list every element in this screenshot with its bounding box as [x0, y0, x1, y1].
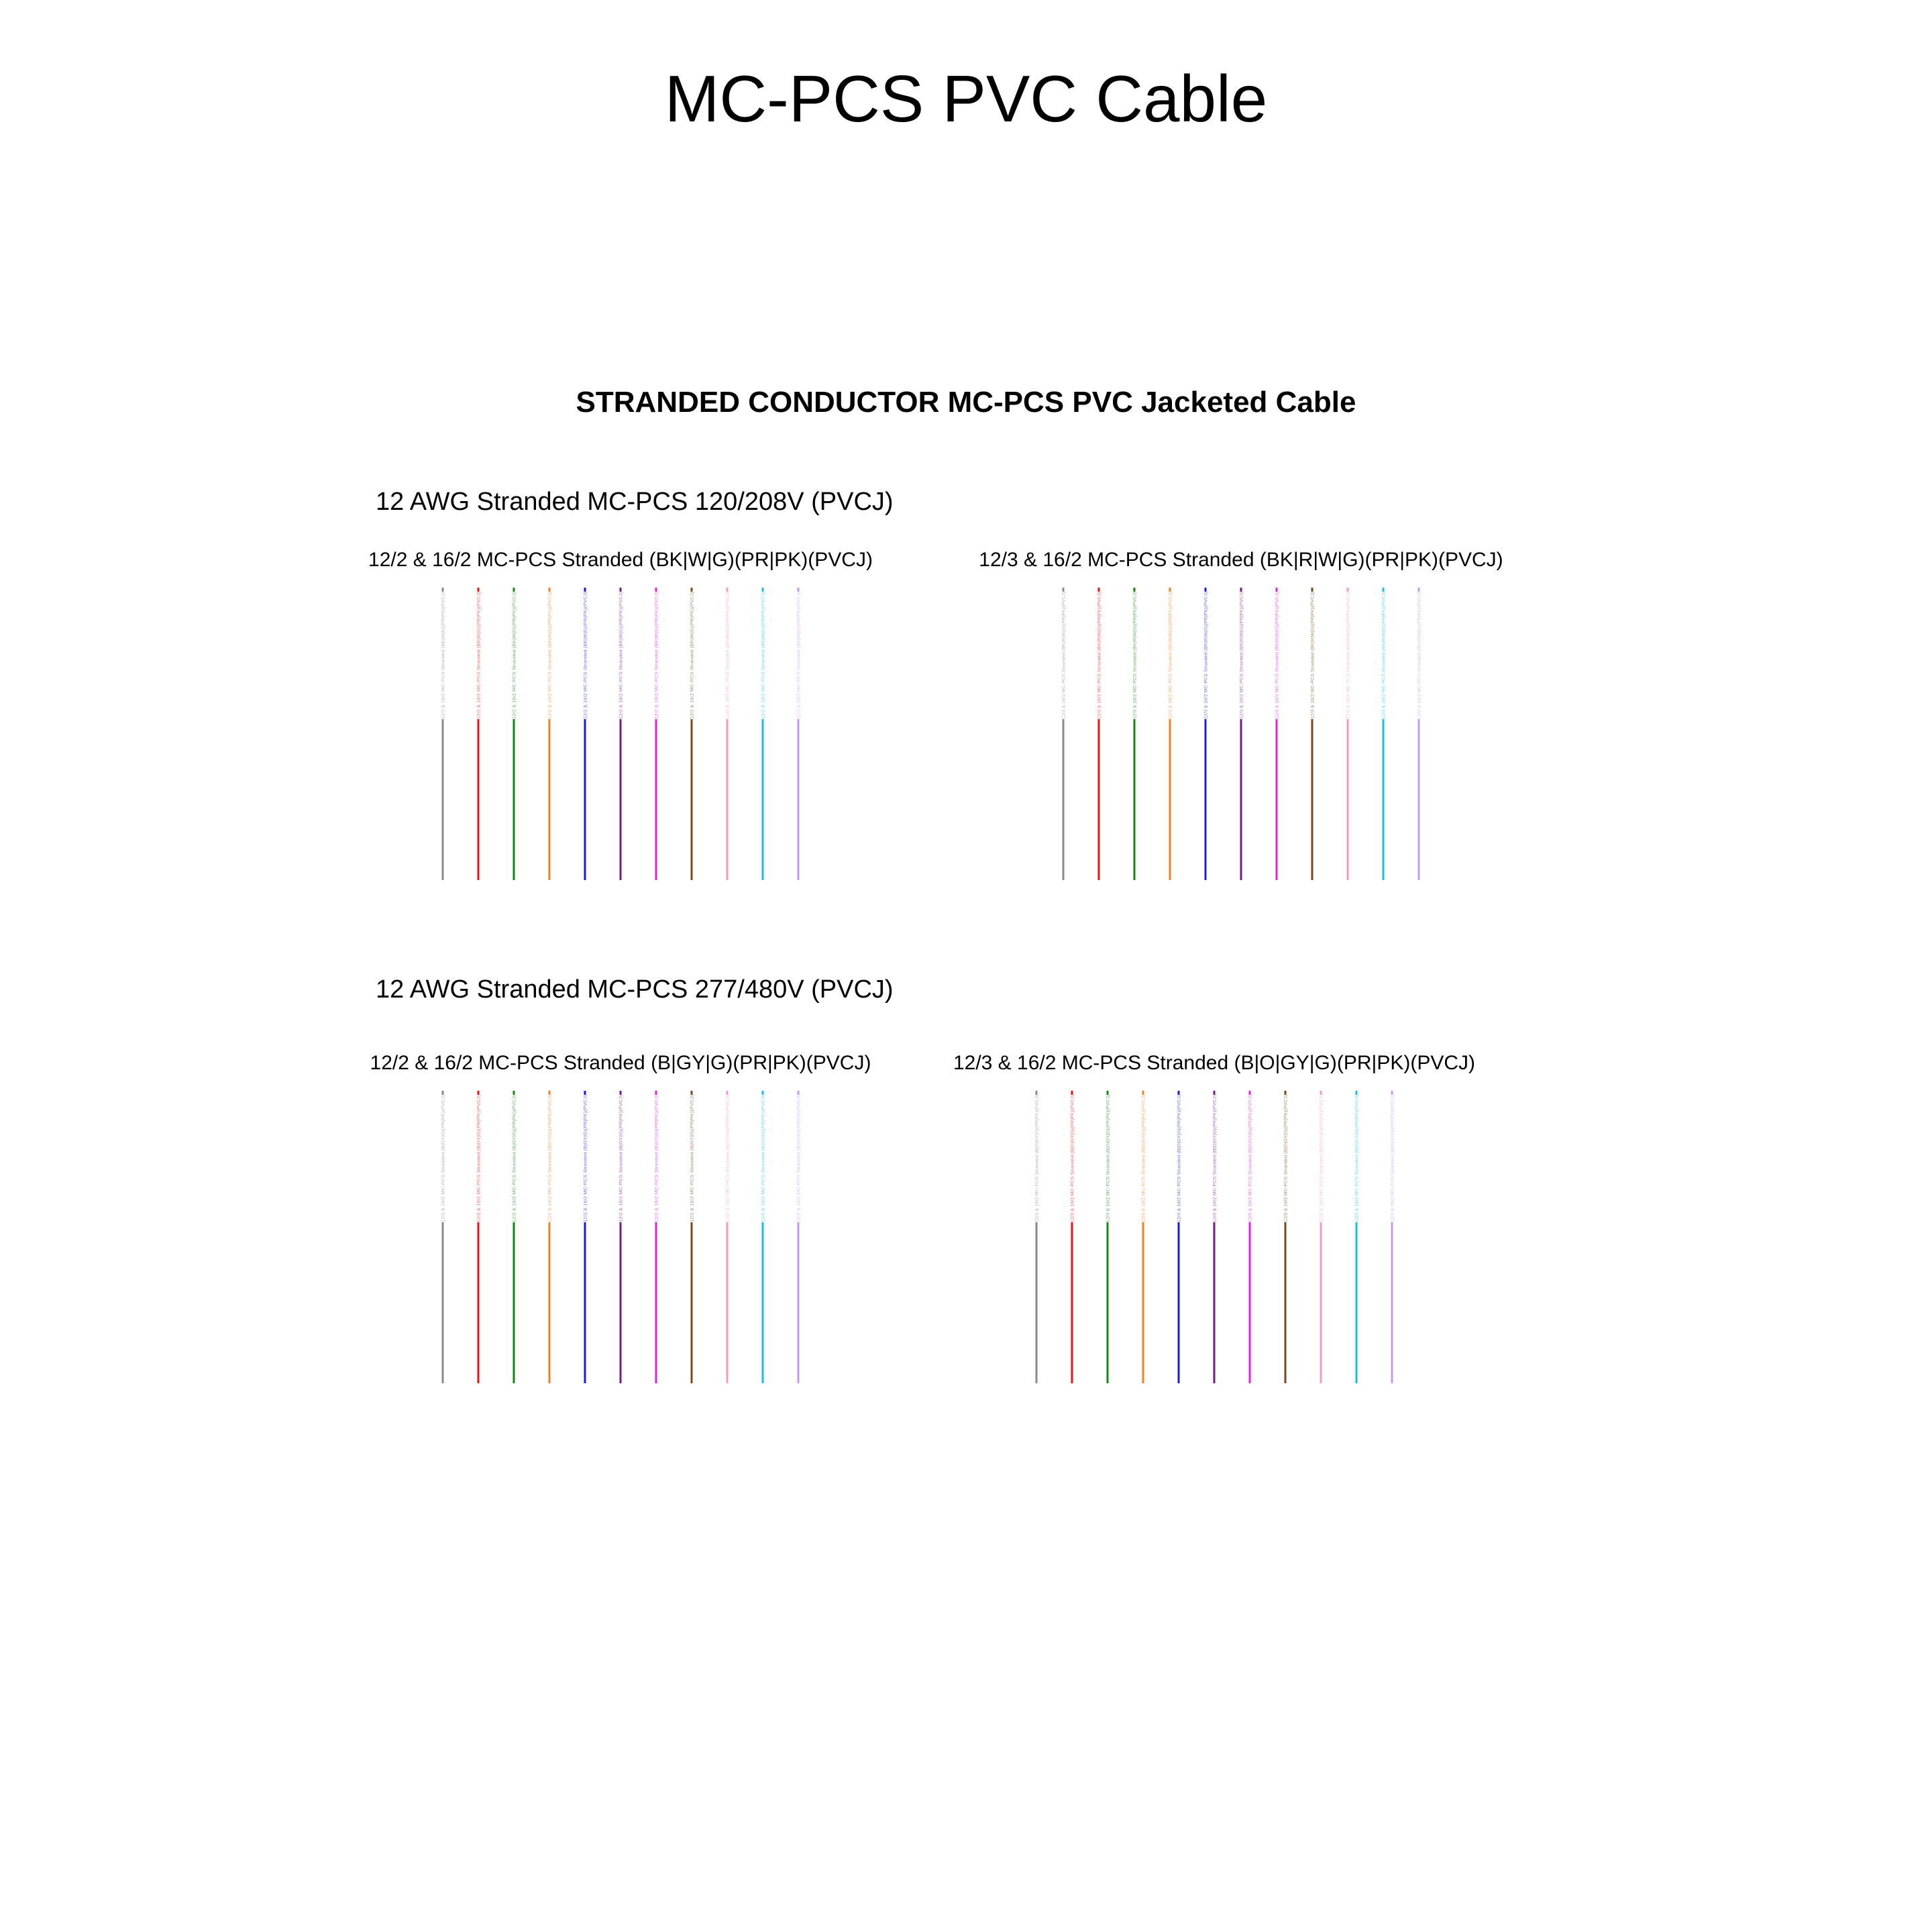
wire-print-cyan: 12/2 & 16/2 MC-PCS Stranded (BK|W|G)(PR|PK)(PVCJ) [761, 606, 766, 719]
wire-print-red: 12/2 & 16/2 MC-PCS Stranded (B|GY|G)(PR|PK)(PVCJ) [476, 1110, 482, 1222]
wire-print-lavender: 12/2 & 16/2 MC-PCS Stranded (B|GY|G)(PR|PK)(PVCJ) [796, 1110, 802, 1222]
wire-print-orange: 12/2 & 16/2 MC-PCS Stranded (BK|W|G)(PR|PK)(PVCJ) [547, 606, 553, 719]
cable-panel-12-2-120v [319, 550, 922, 879]
wire-print-cyan: 12/3 & 16/2 MC-PCS Stranded (B|O|GY|G)(PR|PK)(PVCJ) [1354, 1106, 1360, 1222]
wire-print-lavender: 12/3 & 16/2 MC-PCS Stranded (BK|R|W|G)(PR|PK)(PVCJ) [1417, 602, 1422, 719]
wire-print-purple: 12/2 & 16/2 MC-PCS Stranded (BK|W|G)(PR|PK)(PVCJ) [619, 606, 624, 719]
wire-print-pink: 12/2 & 16/2 MC-PCS Stranded (B|GY|G)(PR|PK)(PVCJ) [725, 1110, 731, 1222]
wire-print-blue: 12/3 & 16/2 MC-PCS Stranded (B|O|GY|G)(PR|PK)(PVCJ) [1177, 1106, 1182, 1222]
wire-print-gray: 12/2 & 16/2 MC-PCS Stranded (B|GY|G)(PR|PK)(PVCJ) [441, 1110, 446, 1222]
wire-print-orange: 12/2 & 16/2 MC-PCS Stranded (B|GY|G)(PR|PK)(PVCJ) [547, 1110, 553, 1222]
wire-set [912, 1088, 1516, 1383]
wire-print-pink: 12/3 & 16/2 MC-PCS Stranded (B|O|GY|G)(PR|PK)(PVCJ) [1319, 1106, 1324, 1222]
wire-print-green: 12/2 & 16/2 MC-PCS Stranded (BK|W|G)(PR|PK)(PVCJ) [512, 606, 517, 719]
wire-print-magenta: 12/3 & 16/2 MC-PCS Stranded (B|O|GY|G)(PR|PK)(PVCJ) [1248, 1106, 1253, 1222]
wire-print-red: 12/2 & 16/2 MC-PCS Stranded (BK|W|G)(PR|PK)(PVCJ) [476, 606, 482, 719]
wire-print-cyan: 12/3 & 16/2 MC-PCS Stranded (BK|R|W|G)(PR|PK)(PVCJ) [1381, 602, 1387, 719]
wire-print-gray: 12/3 & 16/2 MC-PCS Stranded (BK|R|W|G)(PR|PK)(PVCJ) [1061, 602, 1067, 719]
cable-panel-12-3-277v [912, 1053, 1516, 1382]
section-heading: STRANDED CONDUCTOR MC-PCS PVC Jacketed Cable [576, 386, 1356, 419]
wire-print-purple: 12/2 & 16/2 MC-PCS Stranded (B|GY|G)(PR|PK)(PVCJ) [619, 1110, 624, 1222]
wire-print-brown: 12/3 & 16/2 MC-PCS Stranded (B|O|GY|G)(PR|PK)(PVCJ) [1283, 1106, 1289, 1222]
cable-panel-12-2-277v [319, 1053, 922, 1382]
wire-print-purple: 12/3 & 16/2 MC-PCS Stranded (BK|R|W|G)(PR|PK)(PVCJ) [1239, 602, 1244, 719]
panel-label: 12/3 & 16/2 MC-PCS Stranded (B|O|GY|G)(PR|PK)(PVCJ) [953, 1052, 1476, 1074]
wire-set [939, 585, 1543, 880]
wire-print-lavender: 12/3 & 16/2 MC-PCS Stranded (B|O|GY|G)(PR|PK)(PVCJ) [1390, 1106, 1395, 1222]
group-title-277-480v: 12 AWG Stranded MC-PCS 277/480V (PVCJ) [376, 975, 894, 1004]
wire-print-green: 12/3 & 16/2 MC-PCS Stranded (B|O|GY|G)(PR|PK)(PVCJ) [1106, 1106, 1111, 1222]
panel-label: 12/2 & 16/2 MC-PCS Stranded (BK|W|G)(PR|PK)(PVCJ) [368, 549, 873, 571]
wire-print-pink: 12/3 & 16/2 MC-PCS Stranded (BK|R|W|G)(PR|PK)(PVCJ) [1346, 602, 1351, 719]
wire-print-gray: 12/2 & 16/2 MC-PCS Stranded (BK|W|G)(PR|PK)(PVCJ) [441, 606, 446, 719]
page-title: MC-PCS PVC Cable [664, 62, 1268, 136]
wire-print-cyan: 12/2 & 16/2 MC-PCS Stranded (B|GY|G)(PR|PK)(PVCJ) [761, 1110, 766, 1222]
wire-set [319, 585, 922, 880]
wire-print-red: 12/3 & 16/2 MC-PCS Stranded (B|O|GY|G)(PR|PK)(PVCJ) [1070, 1106, 1075, 1222]
wire-print-blue: 12/2 & 16/2 MC-PCS Stranded (B|GY|G)(PR|PK)(PVCJ) [583, 1110, 588, 1222]
wire-print-green: 12/3 & 16/2 MC-PCS Stranded (BK|R|W|G)(PR|PK)(PVCJ) [1132, 602, 1138, 719]
wire-print-gray: 12/3 & 16/2 MC-PCS Stranded (B|O|GY|G)(PR|PK)(PVCJ) [1034, 1106, 1040, 1222]
wire-print-red: 12/3 & 16/2 MC-PCS Stranded (BK|R|W|G)(PR|PK)(PVCJ) [1097, 602, 1102, 719]
wire-print-green: 12/2 & 16/2 MC-PCS Stranded (B|GY|G)(PR|PK)(PVCJ) [512, 1110, 517, 1222]
wire-print-pink: 12/2 & 16/2 MC-PCS Stranded (BK|W|G)(PR|PK)(PVCJ) [725, 606, 731, 719]
wire-print-blue: 12/3 & 16/2 MC-PCS Stranded (BK|R|W|G)(PR|PK)(PVCJ) [1203, 602, 1209, 719]
wire-print-blue: 12/2 & 16/2 MC-PCS Stranded (BK|W|G)(PR|PK)(PVCJ) [583, 606, 588, 719]
wire-print-purple: 12/3 & 16/2 MC-PCS Stranded (B|O|GY|G)(PR|PK)(PVCJ) [1212, 1106, 1218, 1222]
wire-print-magenta: 12/2 & 16/2 MC-PCS Stranded (BK|W|G)(PR|PK)(PVCJ) [654, 606, 659, 719]
wire-print-brown: 12/3 & 16/2 MC-PCS Stranded (BK|R|W|G)(PR|PK)(PVCJ) [1310, 602, 1316, 719]
wire-print-magenta: 12/2 & 16/2 MC-PCS Stranded (B|GY|G)(PR|PK)(PVCJ) [654, 1110, 659, 1222]
wire-print-orange: 12/3 & 16/2 MC-PCS Stranded (BK|R|W|G)(PR|PK)(PVCJ) [1168, 602, 1173, 719]
panel-label: 12/3 & 16/2 MC-PCS Stranded (BK|R|W|G)(PR|PK)(PVCJ) [979, 549, 1503, 571]
wire-print-brown: 12/2 & 16/2 MC-PCS Stranded (BK|W|G)(PR|PK)(PVCJ) [690, 606, 695, 719]
wire-print-magenta: 12/3 & 16/2 MC-PCS Stranded (BK|R|W|G)(PR|PK)(PVCJ) [1275, 602, 1280, 719]
wire-print-orange: 12/3 & 16/2 MC-PCS Stranded (B|O|GY|G)(PR|PK)(PVCJ) [1141, 1106, 1146, 1222]
panel-label: 12/2 & 16/2 MC-PCS Stranded (B|GY|G)(PR|PK)(PVCJ) [370, 1052, 871, 1074]
cable-panel-12-3-120v [939, 550, 1543, 879]
group-title-120-208v: 12 AWG Stranded MC-PCS 120/208V (PVCJ) [376, 488, 894, 516]
wire-print-lavender: 12/2 & 16/2 MC-PCS Stranded (BK|W|G)(PR|PK)(PVCJ) [796, 606, 802, 719]
wire-set [319, 1088, 922, 1383]
wire-print-brown: 12/2 & 16/2 MC-PCS Stranded (B|GY|G)(PR|PK)(PVCJ) [690, 1110, 695, 1222]
